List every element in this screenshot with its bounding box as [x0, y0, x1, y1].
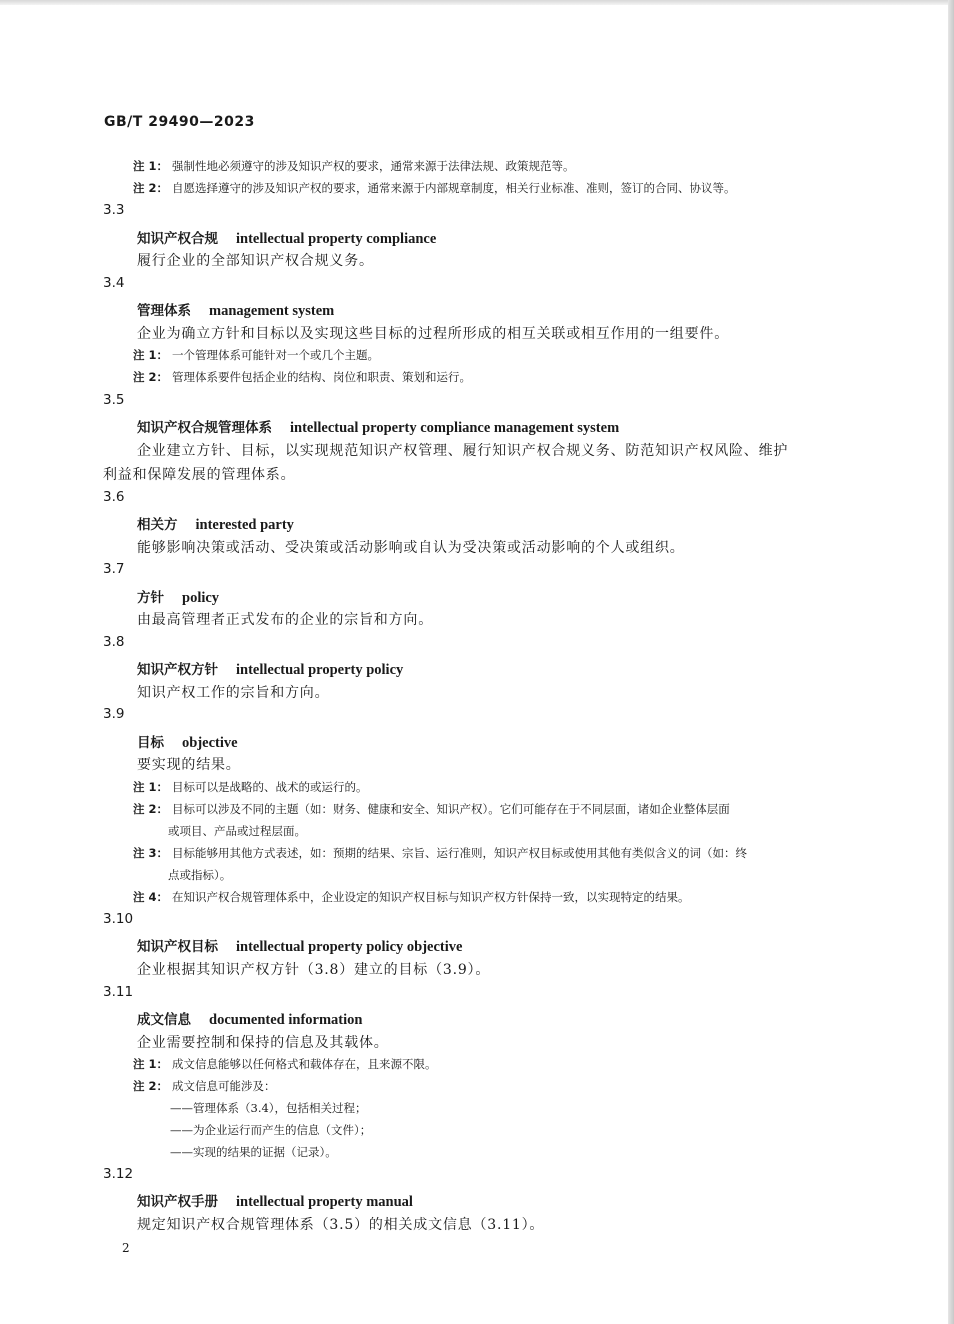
term-3-4 — [137, 299, 334, 320]
list-item: ——为企业运行而产生的信息（文件）； — [170, 1123, 372, 1137]
term-cn: 管理体系 — [137, 303, 191, 319]
term-3-5 — [137, 416, 619, 437]
note-text: 管理体系要件包括企业的结构、岗位和职责、策划和运行。 — [172, 370, 472, 384]
note-3-9-2-continued: 或项目、产品或过程层面。 — [168, 824, 306, 838]
page-number: 2 — [122, 1241, 130, 1255]
note-label: 注 1： — [133, 1057, 169, 1071]
clause-number-3-6: 3.6 — [103, 489, 125, 505]
list-item: ——实现的结果的证据（记录）。 — [170, 1145, 337, 1159]
note-text: 一个管理体系可能针对一个或几个主题。 — [172, 348, 380, 362]
term-en: intellectual property compliance — [236, 231, 437, 247]
note-label: 注 1： — [133, 780, 169, 794]
clause-number-3-9: 3.9 — [103, 706, 125, 722]
note-text: 目标可以是战略的、战术的或运行的。 — [172, 780, 368, 794]
term-en: intellectual property manual — [236, 1194, 413, 1210]
term-cn: 方针 — [137, 590, 164, 606]
note-label: 注 2： — [133, 181, 169, 195]
term-3-10 — [137, 935, 462, 956]
term-en: policy — [182, 590, 220, 606]
term-cn: 相关方 — [137, 517, 178, 533]
definition-3-8: 知识产权工作的宗旨和方向。 — [137, 685, 330, 701]
note-label: 注 2： — [133, 370, 169, 384]
term-en: management system — [209, 303, 335, 319]
clause-number-3-11: 3.11 — [103, 984, 134, 1000]
note-3-11-2 — [133, 1078, 276, 1094]
clause-number-3-8: 3.8 — [103, 634, 125, 650]
definition-3-5-line1: 企业建立方针、目标，以实现规范知识产权管理、履行知识产权合规义务、防范知识产权风险、维护 — [137, 443, 789, 459]
term-en: intellectual property compliance management system — [290, 420, 620, 436]
term-en: objective — [182, 735, 238, 751]
note-3-9-2 — [133, 801, 730, 817]
term-cn: 知识产权合规 — [137, 231, 218, 247]
definition-3-9: 要实现的结果。 — [137, 757, 241, 773]
definition-3-4: 企业为确立方针和目标以及实现这些目标的过程所形成的相互关联或相互作用的一组要件。 — [137, 326, 729, 342]
definition-3-5-line2: 利益和保障发展的管理体系。 — [103, 467, 296, 483]
clause-number-3-12: 3.12 — [103, 1166, 134, 1182]
clause-number-3-5: 3.5 — [103, 392, 125, 408]
note-text: 成文信息可能涉及： — [172, 1079, 276, 1093]
note-label: 注 3： — [133, 846, 169, 860]
note-label: 注 2： — [133, 802, 169, 816]
term-en: intellectual property policy objective — [236, 939, 463, 955]
clause-number-3-7: 3.7 — [103, 561, 125, 577]
definition-3-6: 能够影响决策或活动、受决策或活动影响或自认为受决策或活动影响的个人或组织。 — [137, 540, 685, 556]
clause-number-3-10: 3.10 — [103, 911, 134, 927]
term-cn: 知识产权合规管理体系 — [137, 420, 272, 436]
note-2 — [133, 180, 736, 196]
note-label: 注 1： — [133, 348, 169, 362]
clause-number-3-4: 3.4 — [103, 275, 125, 291]
note-3-9-1 — [133, 779, 368, 795]
term-cn: 目标 — [137, 735, 164, 751]
term-en: documented information — [209, 1012, 363, 1028]
term-cn: 成文信息 — [137, 1012, 191, 1028]
page-top-edge — [0, 0, 954, 5]
definition-3-7: 由最高管理者正式发布的企业的宗旨和方向。 — [137, 612, 433, 628]
term-3-6 — [137, 513, 294, 534]
definition-3-3: 履行企业的全部知识产权合规义务。 — [137, 253, 374, 269]
note-label: 注 1： — [133, 159, 169, 173]
clause-number-3-3: 3.3 — [103, 202, 125, 218]
definition-3-10: 企业根据其知识产权方针（3.8）建立的目标（3.9）。 — [137, 962, 491, 978]
note-label: 注 4： — [133, 890, 169, 904]
term-3-8 — [137, 658, 403, 679]
note-text: 成文信息能够以任何格式和载体存在，且来源不限。 — [172, 1057, 437, 1071]
note-label: 注 2： — [133, 1079, 169, 1093]
term-en: interested party — [195, 517, 294, 533]
term-cn: 知识产权手册 — [137, 1194, 218, 1210]
standard-code-header: GB/T 29490—2023 — [104, 114, 255, 130]
term-3-9 — [137, 731, 238, 752]
term-3-11 — [137, 1008, 362, 1029]
note-1 — [133, 158, 575, 174]
note-text: 在知识产权合规管理体系中，企业设定的知识产权目标与知识产权方针保持一致，以实现特定的结果。 — [172, 890, 690, 904]
term-3-12 — [137, 1190, 413, 1211]
note-text: 目标可以涉及不同的主题（如：财务、健康和安全、知识产权）。它们可能存在于不同层面，诸如企业整体层面 — [172, 802, 730, 816]
note-3-11-1 — [133, 1056, 437, 1072]
definition-3-11: 企业需要控制和保持的信息及其载体。 — [137, 1035, 389, 1051]
term-cn: 知识产权方针 — [137, 662, 218, 678]
term-3-7 — [137, 586, 219, 607]
note-text: 自愿选择遵守的涉及知识产权的要求，通常来源于内部规章制度，相关行业标准、准则，签订的合同、协议等。 — [172, 181, 736, 195]
note-3-4-1 — [133, 347, 379, 363]
page-right-edge — [948, 0, 954, 1324]
note-3-9-4 — [133, 889, 690, 905]
term-3-3 — [137, 227, 436, 248]
list-item: ——管理体系（3.4），包括相关过程； — [170, 1101, 367, 1115]
note-3-9-3-continued: 点或指标）。 — [168, 868, 232, 882]
term-en: intellectual property policy — [236, 662, 404, 678]
note-text: 目标能够用其他方式表述，如：预期的结果、宗旨、运行准则，知识产权目标或使用其他有类似含义的词（如：终 — [172, 846, 748, 860]
definition-3-12: 规定知识产权合规管理体系（3.5）的相关成文信息（3.11）。 — [137, 1217, 545, 1233]
term-cn: 知识产权目标 — [137, 939, 218, 955]
note-3-4-2 — [133, 369, 471, 385]
note-text: 强制性地必须遵守的涉及知识产权的要求，通常来源于法律法规、政策规范等。 — [172, 159, 575, 173]
note-3-9-3 — [133, 845, 747, 861]
